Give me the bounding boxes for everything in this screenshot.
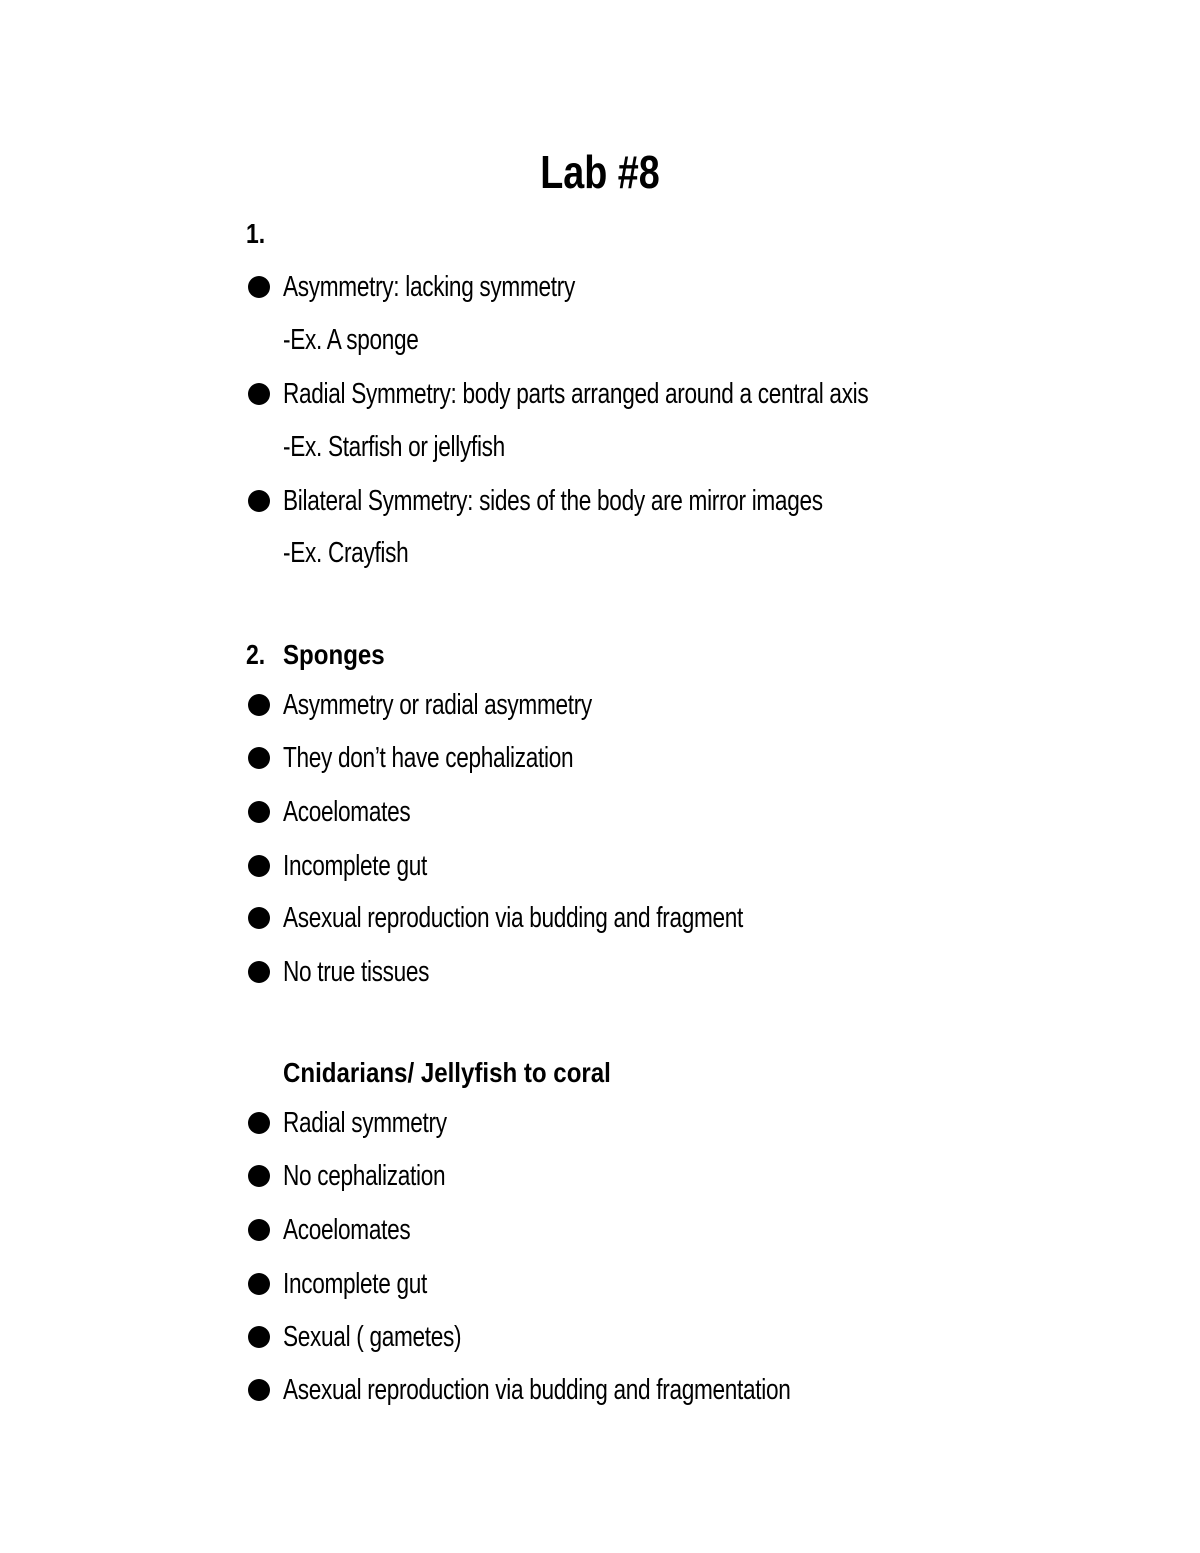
bullet-icon: [246, 267, 274, 307]
bullet-icon: [246, 1103, 274, 1143]
bullet-icon: [246, 952, 274, 992]
document-title: Lab #8: [540, 146, 660, 198]
bullet-icon: [246, 1156, 274, 1196]
example-text: -Ex. A sponge: [283, 324, 419, 356]
list-item-text: No true tissues: [283, 956, 430, 988]
section-1-number: 1.: [246, 218, 266, 249]
bullet-icon: [246, 846, 274, 886]
bullet-icon: [246, 685, 274, 725]
list-item-text: Asexual reproduction via budding and fragmentation: [283, 1374, 791, 1406]
list-item-text: Asexual reproduction via budding and fragment: [283, 902, 744, 934]
bullet-icon: [246, 1370, 274, 1410]
section-2-number: 2.: [246, 639, 266, 670]
list-item-text: Acoelomates: [283, 1214, 411, 1246]
list-item-text: Bilateral Symmetry: sides of the body are mirror images: [283, 485, 823, 517]
bullet-icon: [246, 792, 274, 832]
bullet-icon: [246, 738, 274, 778]
bullet-icon: [246, 481, 274, 521]
section-2-heading: Sponges: [283, 639, 385, 670]
example-text: -Ex. Crayfish: [283, 537, 409, 569]
list-item-text: Sexual ( gametes): [283, 1321, 462, 1353]
bullet-icon: [246, 898, 274, 938]
example-text: -Ex. Starfish or jellyfish: [283, 431, 505, 463]
list-item-text: They don’t have cephalization: [283, 742, 574, 774]
bullet-icon: [246, 1210, 274, 1250]
section-3-heading: Cnidarians/ Jellyfish to coral: [283, 1057, 611, 1088]
list-item-text: Radial symmetry: [283, 1107, 447, 1139]
bullet-icon: [246, 1264, 274, 1304]
list-item-text: Incomplete gut: [283, 850, 428, 882]
bullet-icon: [246, 1317, 274, 1357]
list-item-text: Asymmetry: lacking symmetry: [283, 271, 575, 303]
list-item-text: Radial Symmetry: body parts arranged around a central axis: [283, 378, 869, 410]
list-item-text: Asymmetry or radial asymmetry: [283, 689, 592, 721]
bullet-icon: [246, 374, 274, 414]
list-item-text: No cephalization: [283, 1160, 446, 1192]
list-item-text: Acoelomates: [283, 796, 411, 828]
list-item-text: Incomplete gut: [283, 1268, 428, 1300]
